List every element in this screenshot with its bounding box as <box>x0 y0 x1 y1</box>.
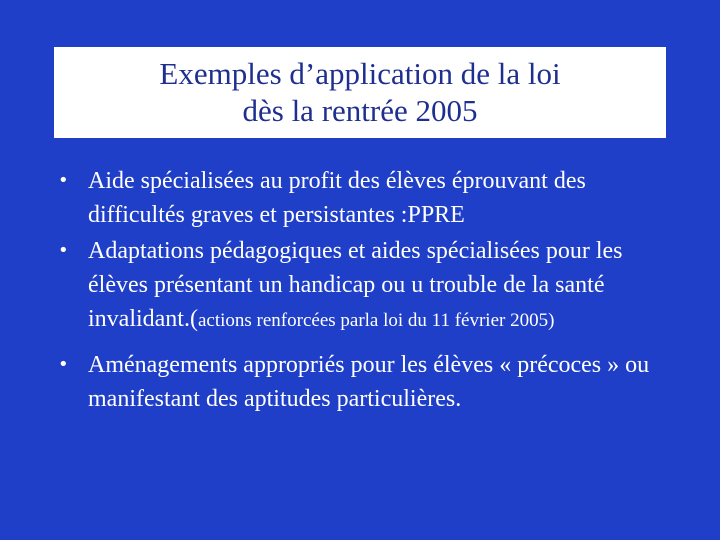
bullet-list <box>58 164 678 418</box>
bullet-note: actions renforcées parla loi du 11 février 2005) <box>197 310 555 331</box>
slide-title-box <box>54 47 666 138</box>
slide-title-line-2: dès la rentrée 2005 <box>242 93 478 128</box>
bullet-text: Aide spécialisées au profit des élèves éprouvant des difficultés graves et persistantes :PPRE <box>88 168 586 228</box>
bullet-text: Aménagements appropriés pour les élèves « précoces » ou manifestant des aptitudes particulières. <box>88 352 650 412</box>
bullet-text: Adaptations pédagogiques et aides spécialisées pour les élèves présentant un handicap ou u trouble de la santé invalidant.( <box>88 238 623 332</box>
slide-title-line-1: Exemples d’application de la loi <box>159 56 561 91</box>
bullet-item-ppre <box>58 164 678 232</box>
bullet-item-handicap <box>58 234 678 338</box>
bullet-item-precoces <box>58 348 678 416</box>
